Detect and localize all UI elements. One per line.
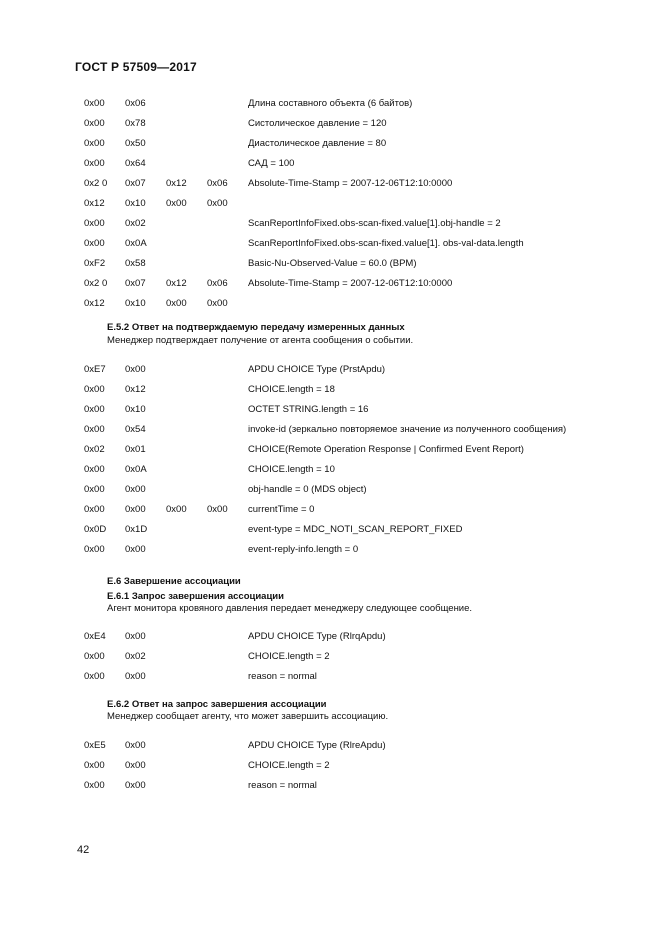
byte-2-cell: 0x00 [125, 631, 146, 642]
field-description-cell: CHOICE.length = 2 [248, 760, 330, 771]
byte-1-cell: 0x00 [84, 484, 105, 495]
hex-table-confirmation [84, 360, 604, 560]
field-description-cell: invoke-id (зеркально повторяемое значение из полученного сообщения) [248, 424, 567, 435]
byte-1-cell: 0x00 [84, 238, 105, 249]
byte-2-cell: 0x02 [125, 651, 146, 662]
byte-4-cell: 0x00 [207, 504, 228, 515]
byte-1-cell: 0x00 [84, 780, 105, 791]
byte-1-cell: 0x00 [84, 118, 105, 129]
byte-3-cell: 0x00 [166, 504, 187, 515]
table-row [84, 480, 604, 500]
byte-2-cell: 0x00 [125, 484, 146, 495]
byte-1-cell: 0x00 [84, 138, 105, 149]
table-row [84, 174, 604, 194]
page-number: 42 [77, 844, 90, 856]
byte-4-cell: 0x06 [207, 278, 228, 289]
field-description-cell: reason = normal [248, 671, 317, 682]
table-row [84, 647, 604, 667]
field-description-cell: currentTime = 0 [248, 504, 315, 515]
byte-2-cell: 0x07 [125, 178, 146, 189]
section-e52-title: Е.5.2 Ответ на подтверждаемую передачу измеренных данных [107, 322, 405, 333]
hex-table-release-request [84, 627, 604, 687]
field-description-cell: Длина составного объекта (6 байтов) [248, 98, 413, 109]
byte-2-cell: 0x00 [125, 544, 146, 555]
byte-2-cell: 0x58 [125, 258, 146, 269]
section-e62-title: Е.6.2 Ответ на запрос завершения ассоциации [107, 699, 327, 710]
table-row [84, 214, 604, 234]
byte-1-cell: 0x0D [84, 524, 107, 535]
byte-2-cell: 0x10 [125, 404, 146, 415]
byte-1-cell: 0x12 [84, 198, 105, 209]
section-e52-text: Менеджер подтверждает получение от агента сообщения о событии. [107, 335, 414, 346]
byte-4-cell: 0x00 [207, 198, 228, 209]
byte-2-cell: 0x50 [125, 138, 146, 149]
table-row [84, 234, 604, 254]
byte-2-cell: 0x0A [125, 238, 147, 249]
byte-1-cell: 0x00 [84, 504, 105, 515]
section-e61-title: Е.6.1 Запрос завершения ассоциации [107, 591, 284, 602]
table-row [84, 440, 604, 460]
section-e6-title: Е.6 Завершение ассоциации [107, 576, 241, 587]
table-row [84, 420, 604, 440]
field-description-cell: obj-handle = 0 (MDS object) [248, 484, 367, 495]
byte-1-cell: 0xE4 [84, 631, 106, 642]
byte-1-cell: 0x2 0 [84, 178, 108, 189]
field-description-cell: reason = normal [248, 780, 317, 791]
field-description-cell: OCTET STRING.length = 16 [248, 404, 369, 415]
document-code: ГОСТ Р 57509—2017 [75, 60, 197, 74]
field-description-cell: APDU CHOICE Type (RlrqApdu) [248, 631, 386, 642]
byte-2-cell: 0x0A [125, 464, 147, 475]
table-row [84, 400, 604, 420]
field-description-cell: Систолическое давление = 120 [248, 118, 387, 129]
field-description-cell: CHOICE(Remote Operation Response | Confirmed Event Report) [248, 444, 524, 455]
byte-1-cell: 0x00 [84, 760, 105, 771]
field-description-cell: event-type = MDC_NOTI_SCAN_REPORT_FIXED [248, 524, 463, 535]
byte-2-cell: 0x10 [125, 298, 146, 309]
byte-1-cell: 0x00 [84, 384, 105, 395]
field-description-cell: САД = 100 [248, 158, 295, 169]
field-description-cell: APDU CHOICE Type (PrstApdu) [248, 364, 386, 375]
hex-table-measurement [84, 94, 604, 314]
table-row [84, 94, 604, 114]
byte-2-cell: 0x02 [125, 218, 146, 229]
byte-1-cell: 0x02 [84, 444, 105, 455]
table-row [84, 756, 604, 776]
byte-1-cell: 0x00 [84, 651, 105, 662]
byte-1-cell: 0x00 [84, 218, 105, 229]
byte-2-cell: 0x10 [125, 198, 146, 209]
table-row [84, 380, 604, 400]
byte-1-cell: 0x00 [84, 158, 105, 169]
field-description-cell: Basic-Nu-Observed-Value = 60.0 (BPM) [248, 258, 417, 269]
byte-2-cell: 0x64 [125, 158, 146, 169]
table-row [84, 114, 604, 134]
table-row [84, 274, 604, 294]
table-row [84, 627, 604, 647]
field-description-cell: CHOICE.length = 18 [248, 384, 335, 395]
table-row [84, 520, 604, 540]
byte-1-cell: 0x00 [84, 98, 105, 109]
field-description-cell: Absolute-Time-Stamp = 2007-12-06T12:10:0000 [248, 278, 453, 289]
byte-3-cell: 0x12 [166, 278, 187, 289]
byte-1-cell: 0xE5 [84, 740, 106, 751]
table-row [84, 134, 604, 154]
field-description-cell: APDU CHOICE Type (RlreApdu) [248, 740, 386, 751]
table-row [84, 540, 604, 560]
field-description-cell: event-reply-info.length = 0 [248, 544, 359, 555]
table-row [84, 294, 604, 314]
byte-2-cell: 0x78 [125, 118, 146, 129]
byte-2-cell: 0x06 [125, 98, 146, 109]
byte-2-cell: 0x00 [125, 364, 146, 375]
section-e62-text: Менеджер сообщает агенту, что может завершить ассоциацию. [107, 711, 389, 722]
table-row [84, 667, 604, 687]
byte-1-cell: 0x2 0 [84, 278, 108, 289]
byte-1-cell: 0x00 [84, 544, 105, 555]
byte-1-cell: 0xF2 [84, 258, 106, 269]
byte-4-cell: 0x00 [207, 298, 228, 309]
field-description-cell: ScanReportInfoFixed.obs-scan-fixed.value[1].obj-handle = 2 [248, 218, 501, 229]
byte-2-cell: 0x00 [125, 760, 146, 771]
field-description-cell: CHOICE.length = 10 [248, 464, 335, 475]
byte-1-cell: 0x00 [84, 404, 105, 415]
byte-3-cell: 0x00 [166, 198, 187, 209]
byte-1-cell: 0x00 [84, 464, 105, 475]
byte-2-cell: 0x00 [125, 740, 146, 751]
table-row [84, 736, 604, 756]
byte-3-cell: 0x00 [166, 298, 187, 309]
field-description-cell: Absolute-Time-Stamp = 2007-12-06T12:10:0000 [248, 178, 453, 189]
table-row [84, 776, 604, 796]
byte-2-cell: 0x00 [125, 671, 146, 682]
hex-table-release-response [84, 736, 604, 796]
field-description-cell: CHOICE.length = 2 [248, 651, 330, 662]
byte-2-cell: 0x12 [125, 384, 146, 395]
table-row [84, 254, 604, 274]
byte-1-cell: 0x12 [84, 298, 105, 309]
byte-1-cell: 0xE7 [84, 364, 106, 375]
byte-2-cell: 0x01 [125, 444, 146, 455]
field-description-cell: ScanReportInfoFixed.obs-scan-fixed.value[1]. obs-val-data.length [248, 238, 524, 249]
byte-4-cell: 0x06 [207, 178, 228, 189]
byte-2-cell: 0x00 [125, 504, 146, 515]
section-e61-text: Агент монитора кровяного давления передает менеджеру следующее сообщение. [107, 603, 473, 614]
table-row [84, 500, 604, 520]
byte-2-cell: 0x1D [125, 524, 148, 535]
byte-1-cell: 0x00 [84, 424, 105, 435]
byte-2-cell: 0x00 [125, 780, 146, 791]
byte-2-cell: 0x07 [125, 278, 146, 289]
table-row [84, 360, 604, 380]
table-row [84, 460, 604, 480]
byte-3-cell: 0x12 [166, 178, 187, 189]
byte-1-cell: 0x00 [84, 671, 105, 682]
byte-2-cell: 0x54 [125, 424, 146, 435]
table-row [84, 194, 604, 214]
table-row [84, 154, 604, 174]
field-description-cell: Диастолическое давление = 80 [248, 138, 387, 149]
